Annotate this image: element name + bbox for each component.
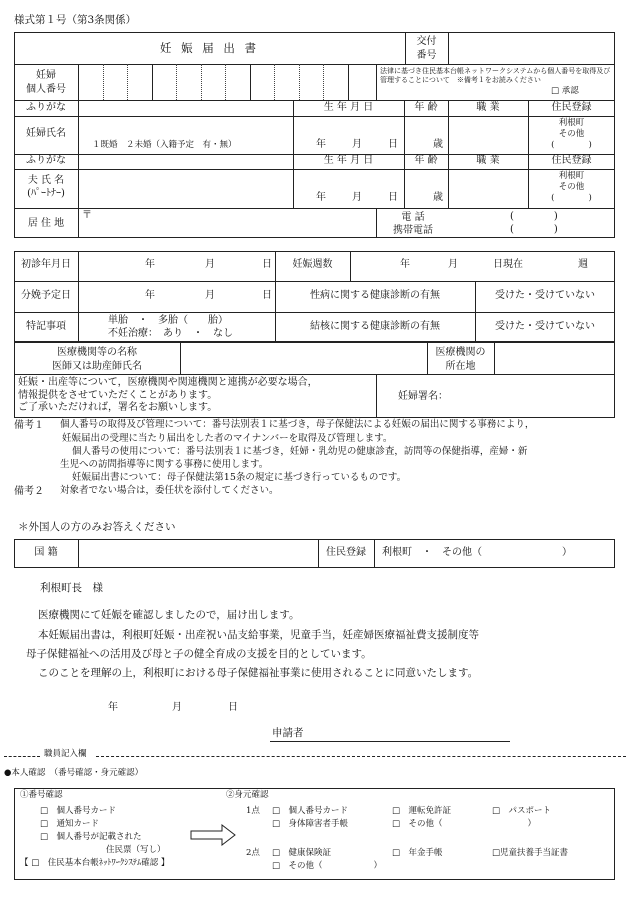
id-check-title: ②身元確認 — [226, 790, 269, 800]
statement-line-1: 医療機関にて妊娠を確認しましたので，届け出します。 — [38, 609, 300, 621]
number-check-resident-card-2: 住民票（写し） — [106, 845, 166, 855]
pregnant-name-input[interactable] — [79, 117, 292, 139]
gestation-year: 年 — [400, 259, 410, 270]
id-check-insurance[interactable]: □ 健康保険証 — [272, 848, 332, 858]
number-check-title: ①番号確認 — [20, 790, 63, 800]
note-1-line-4: 生児への訪問指導等に関する事務に使用します。 — [60, 459, 269, 470]
note-1-line-2: 妊娠届出の受理に当たり届出をした者のマイナンバーを取得及び管理します。 — [62, 433, 393, 444]
statement-line-4: このことを理解の上，利根町における母子保健福祉事業に使用されることに同意いたします。 — [38, 667, 479, 679]
gestation-weeks-label: 妊娠週数 — [292, 259, 333, 270]
age-unit: 歳 — [433, 139, 443, 150]
id-check-pension[interactable]: □ 年金手帳 — [392, 848, 443, 858]
gestation-week: 週 — [578, 259, 588, 270]
husband-birth-day-unit: 日 — [388, 192, 398, 203]
application-year: 年 — [108, 702, 118, 713]
staff-section-label: 職員記入欄 — [44, 749, 87, 759]
husband-age-unit: 歳 — [433, 192, 443, 203]
pregnancy-type[interactable]: 単胎 ・ 多胎（ 胎） — [108, 315, 228, 326]
medical-institution-input[interactable] — [181, 343, 426, 373]
note-1-head: 備考１ — [14, 420, 44, 431]
tb-check-options[interactable]: 受けた・受けていない — [495, 321, 595, 332]
first-exam-day: 日 — [262, 259, 272, 270]
number-check-notice-card[interactable]: □ 通知カード — [40, 819, 100, 829]
marital-status[interactable]: １既婚 ２未婚（入籍予定 有・無） — [92, 140, 237, 150]
two-points-label: 2点 — [246, 848, 260, 858]
statement-line-3: 母子保健福祉への活用及び母と子の健全育成の支援を目的としています。 — [26, 648, 372, 660]
addressee: 利根町長 様 — [40, 582, 103, 594]
mynumber-input[interactable] — [79, 65, 348, 99]
due-day: 日 — [262, 290, 272, 301]
husband-name-input[interactable] — [79, 170, 292, 207]
arrow-right-icon — [190, 824, 236, 846]
first-exam-month: 月 — [205, 259, 215, 270]
applicant-label: 申請者 — [272, 727, 304, 739]
due-month: 月 — [205, 290, 215, 301]
phone-field[interactable]: ( ) — [510, 211, 558, 222]
birth-year-unit: 年 — [316, 139, 326, 150]
std-check-label: 性病に関する健康診断の有無 — [310, 290, 440, 301]
pregnant-name-label: 妊婦氏名 — [26, 128, 66, 139]
id-check-disability[interactable]: □ 身体障害者手帳 — [272, 819, 349, 829]
husband-registration-header: 住民登録 — [551, 155, 592, 166]
id-check-license[interactable]: □ 運転免許証 — [392, 806, 452, 816]
note-1-line-3: 個人番号の使用について：番号法別表１に基づき，妊婦・乳幼児の健康診査，訪問等の保健指導，産婦・新 — [72, 446, 528, 457]
due-date-label: 分娩予定日 — [21, 290, 71, 301]
foreign-heading: ＊外国人の方のみお答えください — [18, 521, 176, 533]
id-check-other-1[interactable]: □ その他（ ） — [392, 819, 537, 829]
husband-birth-month-unit: 月 — [352, 192, 362, 203]
id-check-mynumber-card[interactable]: □ 個人番号カード — [272, 806, 349, 816]
registration-header: 住民登録 — [551, 102, 592, 113]
number-check-resident-card[interactable]: □ 個人番号が記載された — [40, 832, 142, 842]
foreign-registration-options[interactable]: 利根町 ・ その他（ ） — [382, 547, 572, 558]
husband-name-label: 夫 氏 名 (ﾊﾟｰﾄﾅｰ) — [27, 175, 65, 199]
id-check-child-allowance[interactable]: □児童扶養手当証書 — [492, 848, 569, 858]
std-check-options[interactable]: 受けた・受けていない — [495, 290, 595, 301]
first-exam-year: 年 — [145, 259, 155, 270]
consent-text: 妊娠・出産等について，医療機関や関連機関と連携が必要な場合， 情報提供をさせていただくことがあります。 ご了承いただければ，署名をお願いします。 — [18, 377, 318, 413]
mynumber-consent-checkbox[interactable]: □ 承認 — [551, 86, 579, 96]
husband-registration-options[interactable]: 利根町 その他 ( ) — [551, 171, 592, 204]
applicant-field[interactable] — [310, 725, 510, 739]
note-1-line-5: 妊娠届出書について：母子保健法第15条の規定に基づき行っているものです。 — [72, 472, 407, 483]
form-label: 様式第１号（第3条関係） — [14, 14, 137, 26]
application-day: 日 — [228, 702, 238, 713]
phone-label: 電 話 携帯電話 — [393, 212, 433, 236]
statement-line-2: 本妊娠届出書は，利根町妊娠・出産祝い品支給事業，児童手当，妊産婦医療福祉費支援制度等 — [38, 629, 479, 641]
husband-job-header: 職 業 — [476, 155, 500, 166]
mobile-field[interactable]: ( ) — [510, 224, 558, 235]
gestation-month: 月 — [448, 259, 458, 270]
note-1-line-1: 個人番号の取得及び管理について：番号法別表１に基づき，母子保健法による妊娠の届出に関する事務により， — [60, 419, 535, 430]
one-point-label: 1点 — [246, 806, 260, 816]
husband-birthdate-header: 生 年 月 日 — [323, 155, 374, 166]
address-input[interactable] — [96, 209, 374, 237]
medical-institution-label: 医療機関等の名称 医師又は助産師氏名 — [52, 347, 142, 372]
application-month: 月 — [172, 702, 182, 713]
special-notes-label: 特記事項 — [26, 321, 66, 332]
id-check-passport[interactable]: □ パスポート — [492, 806, 552, 816]
foreign-registration-label: 住民登録 — [326, 547, 366, 558]
id-check-other-2[interactable]: □ その他（ ） — [272, 861, 383, 871]
first-exam-label: 初診年月日 — [21, 259, 71, 270]
husband-birth-year-unit: 年 — [316, 192, 326, 203]
tb-check-label: 結核に関する健康診断の有無 — [310, 321, 440, 332]
birthdate-header: 生 年 月 日 — [323, 102, 374, 113]
number-check-mynumber-card[interactable]: □ 個人番号カード — [40, 806, 117, 816]
registration-options[interactable]: 利根町 その他 ( ) — [551, 118, 592, 151]
institution-location-input[interactable] — [495, 343, 614, 373]
signature-field[interactable] — [450, 386, 610, 410]
nationality-label: 国 籍 — [34, 547, 58, 558]
husband-furigana-label: ふりがな — [26, 155, 66, 166]
number-check-network[interactable]: 【 □ 住民基本台帳ﾈｯﾄﾜｰｸｼｽﾃﾑ確認 】 — [20, 858, 170, 868]
postal-mark: 〒 — [82, 210, 92, 221]
identity-check-heading: ●本人確認 （番号確認・身元確認） — [4, 768, 144, 778]
note-2-head: 備考２ — [14, 486, 44, 497]
nationality-input[interactable] — [79, 540, 317, 567]
form-title: 妊 娠 届 出 書 — [159, 41, 260, 55]
due-year: 年 — [145, 290, 155, 301]
issue-number-label: 交付 番号 — [416, 36, 437, 61]
husband-age-header: 年 齢 — [414, 155, 438, 166]
gestation-as-of: 日現在 — [493, 259, 523, 270]
job-header: 職 業 — [476, 102, 500, 113]
birth-day-unit: 日 — [388, 139, 398, 150]
issue-number-field[interactable] — [449, 33, 614, 63]
address-label: 居 住 地 — [27, 218, 65, 229]
institution-location-label: 医療機関の 所在地 — [435, 347, 486, 372]
birth-month-unit: 月 — [352, 139, 362, 150]
signature-label: 妊婦署名： — [398, 391, 448, 402]
age-header: 年 齢 — [414, 102, 438, 113]
mynumber-notice: 法律に基づき住民基本台帳ネットワークシステムから個人番号を取得及び管理することについて ※備考１をお読みください — [380, 67, 611, 84]
note-2-text: 対象者でない場合は，委任状を添付してください。 — [60, 485, 279, 496]
furigana-label: ふりがな — [26, 102, 66, 113]
infertility-treatment[interactable]: 不妊治療： あり ・ なし — [108, 328, 233, 339]
mynumber-label: 妊婦 個人番号 — [26, 70, 66, 95]
